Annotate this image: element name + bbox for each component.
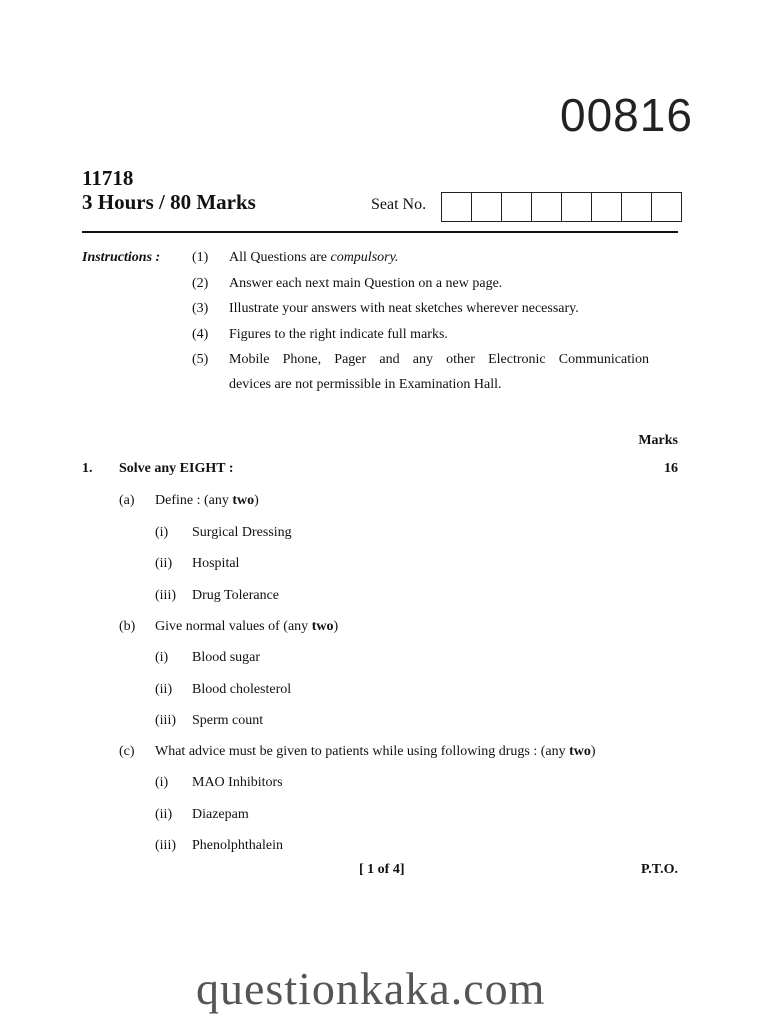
part-text-part: ) — [333, 619, 339, 634]
watermark: questionkaka.com — [196, 963, 546, 1014]
question-text: Solve any EIGHT : — [119, 461, 234, 476]
part-letter: (a) — [119, 493, 135, 508]
duration-marks: 3 Hours / 80 Marks — [82, 190, 256, 214]
item-text: Sperm count — [192, 713, 264, 728]
header-divider — [82, 231, 678, 233]
item-number: (i) — [155, 775, 169, 790]
item-text: Drug Tolerance — [192, 588, 280, 603]
instruction-text: Illustrate your answers with neat sketches wherever necessary. — [229, 301, 579, 316]
item-text: Hospital — [192, 556, 240, 571]
seat-number-box[interactable] — [591, 192, 622, 222]
seat-number-box[interactable] — [441, 192, 472, 222]
instruction-text: Answer each next main Question on a new page. — [229, 276, 503, 291]
instructions-label: Instructions : — [82, 250, 161, 265]
seat-number-label: Seat No. — [371, 196, 427, 213]
instruction-number: (2) — [192, 276, 209, 291]
seat-number-box[interactable] — [471, 192, 502, 222]
part-text-part: Define : (any — [155, 493, 233, 508]
page-number: [ 1 of 4] — [359, 862, 405, 877]
item-number: (i) — [155, 525, 169, 540]
seat-number-box[interactable] — [531, 192, 562, 222]
item-text: Diazepam — [192, 807, 249, 822]
question-number: 1. — [82, 461, 93, 476]
item-number: (ii) — [155, 807, 173, 822]
part-letter: (b) — [119, 619, 136, 634]
item-number: (iii) — [155, 838, 176, 853]
part-text-part: Give normal values of (any — [155, 619, 312, 634]
paper-code: 00816 — [560, 89, 693, 141]
instruction-number: (5) — [192, 352, 209, 367]
instruction-number: (4) — [192, 327, 209, 342]
seat-number-box[interactable] — [561, 192, 592, 222]
item-number: (i) — [155, 650, 169, 665]
instruction-emphasis: compulsory. — [330, 250, 399, 265]
item-text: MAO Inhibitors — [192, 775, 283, 790]
item-text: Phenolphthalein — [192, 838, 283, 853]
marks-column-header: Marks — [638, 433, 678, 448]
part-text-part: ) — [254, 493, 259, 508]
item-text: Blood cholesterol — [192, 682, 292, 697]
seat-number-box[interactable] — [501, 192, 532, 222]
instruction-number: (3) — [192, 301, 209, 316]
item-number: (iii) — [155, 588, 176, 603]
instruction-text: Mobile Phone, Pager and any other Electronic Communication — [229, 352, 649, 367]
seat-number-box[interactable] — [651, 192, 682, 222]
instruction-text: Figures to the right indicate full marks. — [229, 327, 448, 342]
please-turn-over: P.T.O. — [641, 862, 678, 877]
item-number: (ii) — [155, 556, 173, 571]
item-text: Blood sugar — [192, 650, 261, 665]
item-number: (iii) — [155, 713, 176, 728]
part-text — [155, 493, 259, 509]
part-text — [155, 619, 338, 635]
item-number: (ii) — [155, 682, 173, 697]
part-text-bold: two — [311, 619, 334, 634]
part-letter: (c) — [119, 744, 135, 759]
instruction-text-part: All Questions are — [229, 250, 331, 265]
instruction-text — [229, 250, 649, 266]
part-text-part: What advice must be given to patients while using following drugs : (any — [155, 744, 570, 759]
part-text-part: ) — [590, 744, 596, 759]
subject-code: 11718 — [82, 166, 134, 190]
item-text: Surgical Dressing — [192, 525, 292, 540]
question-marks: 16 — [664, 461, 678, 476]
instruction-text-continued: devices are not permissible in Examination Hall. — [229, 377, 502, 392]
seat-number-boxes — [442, 192, 682, 222]
part-text-bold: two — [569, 744, 591, 759]
part-text-bold: two — [232, 493, 255, 508]
instruction-number: (1) — [192, 250, 209, 265]
part-text — [155, 744, 596, 760]
seat-number-box[interactable] — [621, 192, 652, 222]
